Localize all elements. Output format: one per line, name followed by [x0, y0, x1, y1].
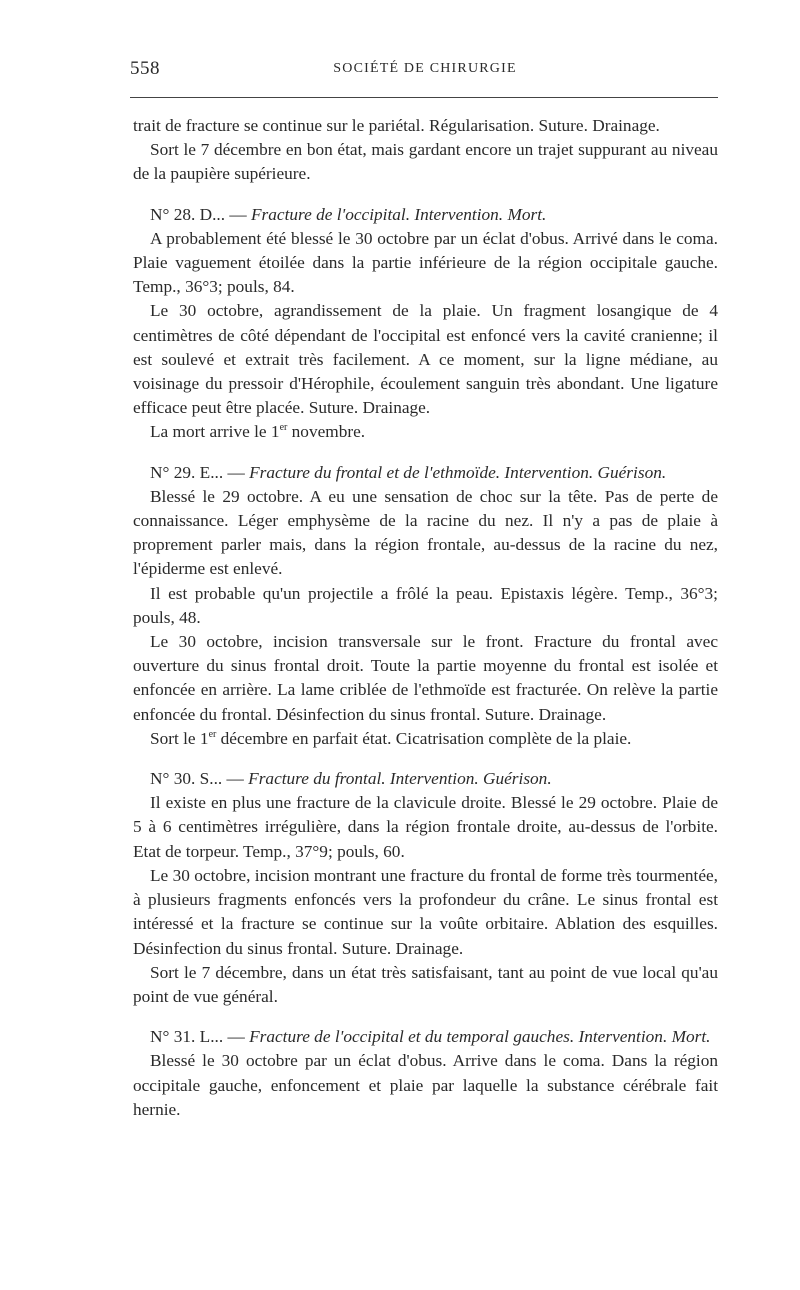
case-30-paragraph-3: Sort le 7 décembre, dans un état très satisfaisant, tant au point de vue local qu'au point de vue général. [133, 962, 718, 1006]
page-number: 558 [130, 58, 160, 79]
case-title-30: Fracture du frontal. Intervention. Guérison. [248, 769, 552, 789]
case-29-superscript: er [208, 729, 217, 741]
case-number-31: N° 31. L... — [150, 1027, 250, 1047]
case-28-paragraph-1: A probablement été blessé le 30 octobre par un éclat d'obus. Arrivé dans le coma. Plaie vaguement étoilée dans la partie inférieure de la région occipitale gauche. Temp., 36°3; pouls, 84. [133, 228, 718, 297]
page-header [130, 58, 720, 88]
case-28-death-text: La mort arrive le 1 [150, 422, 280, 442]
case-heading-31 [133, 1025, 718, 1049]
body-text [133, 114, 718, 1122]
case-28-death-month: novembre. [287, 422, 366, 442]
case-29-paragraph-1: Blessé le 29 octobre. A eu une sensation de choc sur la tête. Pas de perte de connaissance. Léger emphysème de la racine du nez. Il n'y a pas de plaie à proprement parler mais, dans la région frontale, au-dessus de la racine du nez, l'épiderme est enlevé. [133, 486, 718, 579]
paragraph-discharge: Sort le 7 décembre en bon état, mais gardant encore un trajet suppurant au niveau de la paupière supérieure. [133, 140, 718, 184]
case-number-28: N° 28. D... — [150, 204, 251, 224]
case-title-29: Fracture du frontal et de l'ethmoïde. Intervention. Guérison. [249, 462, 667, 482]
case-title-28: Fracture de l'occipital. Intervention. Mort. [251, 204, 547, 224]
case-29-paragraph-3: Le 30 octobre, incision transversale sur le front. Fracture du frontal avec ouverture du sinus frontal droit. Toute la partie moyenne du frontal est isolée et enfoncée en arrière. La lame criblée de l'ethmoïde est fracturée. On relève la partie enfoncée du frontal. Désinfection du sinus frontal. Suture. Drainage. [133, 632, 718, 724]
case-29-discharge-rest: décembre en parfait état. Cicatrisation complète de la plaie. [216, 728, 632, 748]
case-number-30: N° 30. S... — [150, 769, 249, 789]
case-heading-28 [133, 203, 718, 227]
case-30-paragraph-1: Il existe en plus une fracture de la clavicule droite. Blessé le 29 octobre. Plaie de 5 à 6 centimètres irrégulière, dans la région frontale droite, au-dessus de l'orbite. Etat de torpeur. Temp., 37°9; pouls, 60. [133, 793, 718, 861]
case-title-31: Fracture de l'occipital et du temporal gauches. Intervention. Mort. [249, 1027, 711, 1047]
case-29-discharge-text: Sort le 1 [150, 728, 209, 748]
case-heading-29 [133, 461, 718, 485]
case-number-29: N° 29. E... — [150, 462, 250, 482]
paragraph-continuation: trait de fracture se continue sur le pariétal. Régularisation. Suture. Drainage. [133, 116, 660, 135]
case-31-paragraph-1: Blessé le 30 octobre par un éclat d'obus. Arrive dans le coma. Dans la région occipitale gauche, enfoncement et plaie par laquelle la substance cérébrale fait hernie. [133, 1051, 718, 1119]
header-rule [130, 97, 718, 98]
case-29-paragraph-4 [133, 727, 718, 751]
case-heading-30 [133, 767, 718, 791]
case-29-paragraph-2: Il est probable qu'un projectile a frôlé la peau. Epistaxis légère. Temp., 36°3; pouls, 48. [133, 583, 718, 627]
case-28-paragraph-3 [133, 420, 718, 444]
running-head: SOCIÉTÉ DE CHIRURGIE [333, 61, 517, 76]
case-30-paragraph-2: Le 30 octobre, incision montrant une fracture du frontal de forme très tourmentée, à plusieurs fragments enfoncés vers la profondeur du crâne. Le sinus frontal est intéressé et la fracture se continue sur la voûte orbitaire. Ablation des esquilles. Désinfection du sinus frontal. Suture. Drainage. [133, 865, 718, 958]
case-28-superscript: er [279, 422, 288, 434]
case-28-paragraph-2: Le 30 octobre, agrandissement de la plaie. Un fragment losangique de 4 centimètres de côté dépendant de l'occipital est enfoncé vers la cavité cranienne; il est soulevé et extrait très facilement. A ce moment, sur la ligne médiane, au voisinage du pressoir d'Hérophile, écoulement sanguin très abondant. Une ligature efficace peut être placée. Suture. Drainage. [133, 301, 718, 418]
